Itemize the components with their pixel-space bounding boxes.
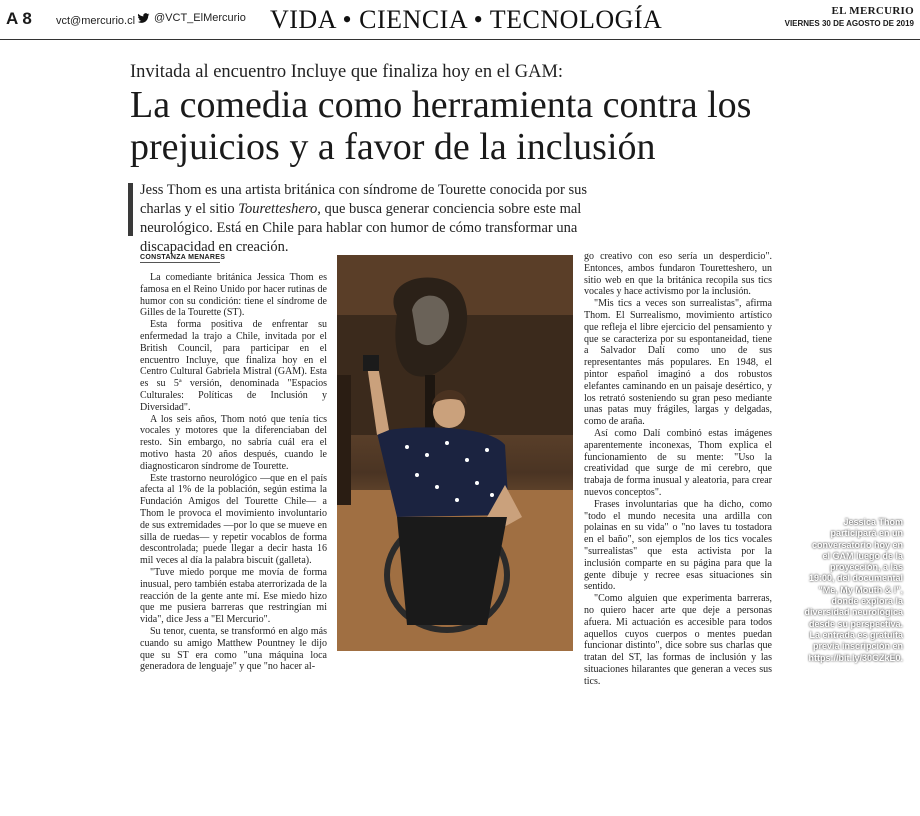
- header-rule: [0, 39, 920, 40]
- newspaper-name: EL MERCURIO: [831, 5, 914, 17]
- newspaper-brand: [785, 5, 914, 28]
- twitter-handle-text: @VCT_ElMercurio: [154, 12, 246, 24]
- section-title: VIDA • CIENCIA • TECNOLOGÍA: [270, 5, 663, 34]
- lead-site-name: Touretteshero: [238, 201, 318, 217]
- paragraph: Este trastorno neurológico —que en el país afecta al 1% de la población, según estima la Fundación Amigos del Tourette Chile— a Thom le provoca el movimiento involuntario de sus extremidades —por lo que se mueve en silla de ruedas— y repetir vocablos de forma descontrolada; puede llegar a decir hasta 16 mil veces al día la palabra biscuit (galleta).: [140, 472, 327, 567]
- paragraph: Así como Dalí combinó estas imágenes aparentemente inconexas, Thom explica el funcionamiento de su mente: "Uso la creatividad que surge de mi cerebro, que trabaja de forma inusual y aleatoria, para crear nuevos conceptos".: [584, 427, 772, 498]
- paragraph: "Como alguien que experimenta barreras, no quiero hacer arte que deje a personas afuera. Mi actuación es accesible para todos aquellos cuyos cuerpos o mentes puedan funcionar distinto", dice sobre sus charlas que tratan del ST, las formas de inclusión y las situaciones hilarantes que generan a veces sus tics.: [584, 593, 772, 687]
- twitter-handle[interactable]: [137, 12, 246, 24]
- section-email[interactable]: vct@mercurio.cl: [56, 15, 136, 27]
- paragraph: Su tenor, cuenta, se transformó en algo más cuando su amigo Matthew Pountney le dijo que su ST era como "una máquina loca generadora de lenguaje" y que "no hacer al-: [140, 625, 327, 673]
- body-column-2: [584, 251, 772, 687]
- paragraph: "Tuve miedo porque me movía de forma inusual, pero también estaba aterrorizada de la reacción de la gente ante mí. Ese miedo hizo que me pusiera barreras que restringían mi vida", dice Jess a "El Mercurio".: [140, 566, 327, 626]
- photo-caption: Jessica Thom participará en un conversatorio hoy en el GAM luego de la proyección, a las 19:00, del documental "Me, My Mouth & I", donde explora la diversidad neurológica desde su perspectiva. La entrada es gratuita previa inscripción en https://bit.ly/30GZkE0.: [804, 517, 903, 663]
- photo-credit: PAO REQUELME / GAM: [902, 784, 920, 816]
- article-kicker: Invitada al encuentro Incluye que finaliza hoy en el GAM:: [130, 62, 564, 82]
- twitter-bird-icon: [137, 13, 150, 24]
- lead-text-1: Jess Thom es una artista británica con síndrome de Tourette conocida por sus charlas y el sitio: [140, 182, 588, 217]
- body-column-1: [140, 272, 327, 673]
- paragraph: Frases involuntarias que ha dicho, como "todo el mundo necesita una ardilla con polainas en su vida" o "no laves tu tostadora en el baño", son ejemplos de los tics vocales "surrealistas" que esta activista por la inclusión comparte en su página para que la gente dibuje y recree esas situaciones sin sentido.: [584, 498, 772, 593]
- article-lead: [140, 181, 595, 257]
- lead-bar: [128, 183, 133, 236]
- paragraph: Esta forma positiva de enfrentar su enfermedad la trajo a Chile, invitada por el British Council, para participar en el encuentro Incluye, que finaliza hoy en el Centro Cultural Gabriela Mistral (GAM). Esta es su 5ª versión, denominada "Espacios Culturales: Políticas de Inclusión y Diversidad".: [140, 319, 327, 413]
- lead-text-2: , que busca generar conciencia sobre este mal neurológico. Está en Chile para hablar con humor de cómo transformar una discapacidad en creación.: [140, 201, 582, 255]
- paragraph: A los seis años, Thom notó que tenía tics vocales y motores que la diferenciaban del resto. Sin embargo, no sabría cuál era el motivo hasta 20 años después, cuando le diagnosticaron síndrome de Tourette.: [140, 413, 327, 472]
- paragraph: go creativo con eso sería un desperdicio". Entonces, ambos fundaron Touretteshero, un sitio web en que la británica recopila sus tics vocales y hace activismo por la inclusión.: [584, 251, 772, 298]
- byline-rule: [140, 262, 220, 263]
- paragraph: La comediante británica Jessica Thom es famosa en el Reino Unido por hacer rutinas de humor con su condición: tiene el síndrome de Gilles de la Tourette (ST).: [140, 272, 327, 319]
- page-header: [0, 0, 920, 40]
- photo-illustration: [337, 255, 573, 651]
- byline: CONSTANZA MENARES: [140, 254, 226, 261]
- page-number: A 8: [6, 9, 32, 28]
- paragraph: "Mis tics a veces son surrealistas", afirma Thom. El Surrealismo, movimiento artístico que refleja el libre ejercicio del pensamiento y que se caracteriza por su espontaneidad, tiene a Salvador Dalí como uno de sus representantes más populares. En 1948, el pintor español imaginó a dos robustos elefantes caminando en un paisaje desértico, y los retrató sosteniendo su gran peso mediante unas patas muy frágiles, largas y delgadas, como de araña.: [584, 298, 772, 428]
- issue-date: VIERNES 30 DE AGOSTO DE 2019: [784, 19, 914, 28]
- article-headline: La comedia como herramienta contra los prejuicios y a favor de la inclusión: [130, 84, 752, 168]
